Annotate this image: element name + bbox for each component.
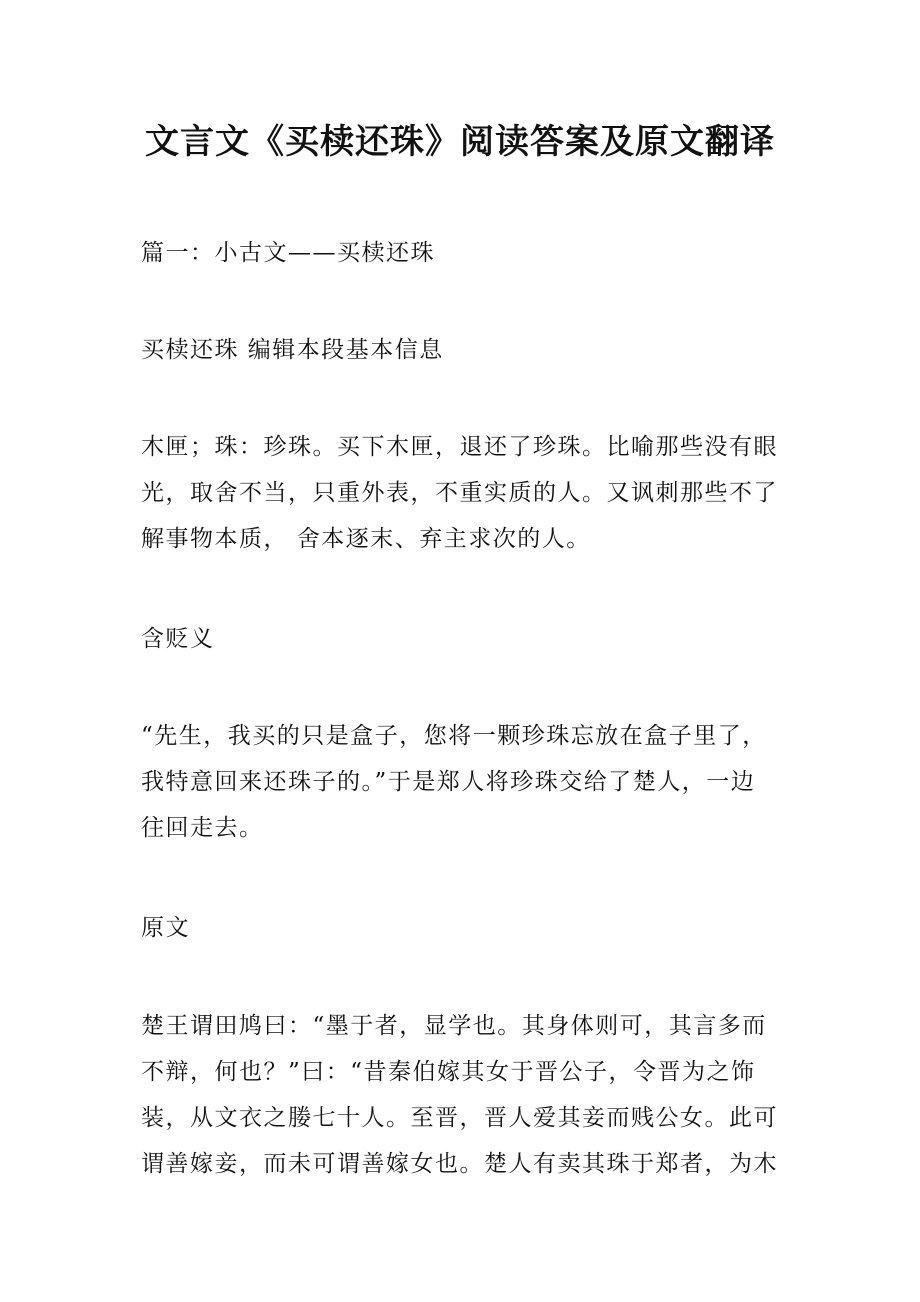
paragraph-line: 我特意回来还珠子的。”于是郑人将珍珠交给了楚人，一边 [141,769,756,795]
paragraph-line: 解事物本质， 舍本逐末、弃主求次的人。 [141,526,591,552]
paragraph-line: 往回走去。 [141,815,264,841]
section-heading [141,230,791,276]
document-title: 文言文《买椟还珠》阅读答案及原文翻译 [145,122,775,162]
original-paragraph [141,1003,791,1187]
subheading [141,327,791,373]
paragraph-line: 不辩，何也？”曰：“昔秦伯嫁其女于晋公子，令晋为之饰 [141,1059,756,1085]
paragraph-line: 谓善嫁妾，而未可谓善嫁女也。楚人有卖其珠于郑者，为木 [141,1151,778,1177]
subheading-text: 买椟还珠 编辑本段基本信息 [141,337,444,363]
section-heading-text: 篇一：小古文——买椟还珠 [141,240,435,266]
original-label [141,905,791,951]
original-label-text: 原文 [141,915,190,941]
paragraph-line: 木匣；珠：珍珠。买下木匣，退还了珍珠。比喻那些没有眼 [141,434,778,460]
paragraph-line: “先生，我买的只是盒子，您将一颗珍珠忘放在盒子里了， [141,723,767,749]
definition-paragraph [141,424,791,562]
paragraph-line: 光，取舍不当，只重外表，不重实质的人。又讽刺那些不了 [141,480,778,506]
quote-paragraph [141,713,791,851]
connotation-label [141,616,791,662]
connotation-label-text: 含贬义 [141,626,215,652]
paragraph-line: 楚王谓田鸠曰：“墨于者，显学也。其身体则可，其言多而 [141,1013,767,1039]
paragraph-line: 装，从文衣之媵七十人。至晋，晋人爱其妾而贱公女。此可 [141,1105,778,1131]
